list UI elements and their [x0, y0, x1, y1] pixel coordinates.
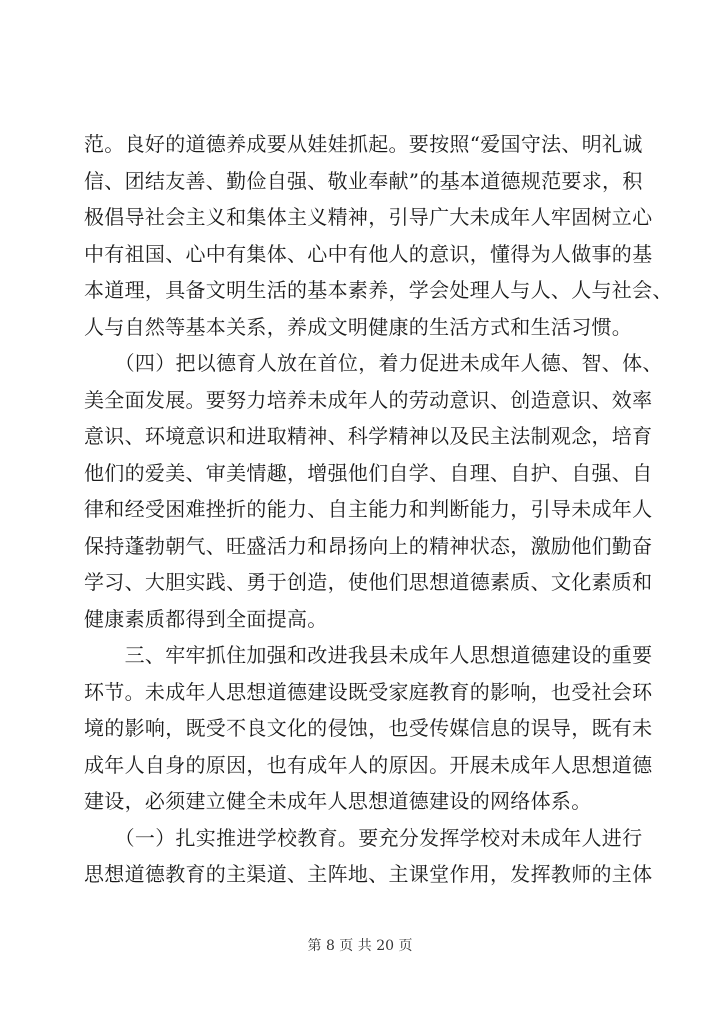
text-line: 境的影响，既受不良文化的侵蚀，也受传媒信息的误导，既有未: [84, 716, 653, 740]
text-line: 美全面发展。要努力培养未成年人的劳动意识、创造意识、效率: [84, 387, 653, 412]
text-line: 人与自然等基本关系，养成文明健康的生活方式和生活习惯。: [84, 314, 633, 339]
text-line: 范。良好的道德养成要从娃娃抓起。要按照“爱国守法、明礼诚: [84, 132, 643, 156]
text-line: （一）扎实推进学校教育。要充分发挥学校对未成年人进行: [84, 825, 643, 850]
text-line: 极倡导社会主义和集体主义精神，引导广大未成年人牢固树立心: [84, 205, 653, 229]
text-line: 思想道德教育的主渠道、主阵地、主课堂作用，发挥教师的主体: [84, 862, 653, 886]
text-line: 他们的爱美、审美情趣，增强他们自学、自理、自护、自强、自: [84, 460, 653, 485]
text-line: （四）把以德育人放在首位，着力促进未成年人德、智、体、: [84, 351, 663, 375]
text-line: 成年人自身的原因，也有成年人的原因。开展未成年人思想道德: [84, 752, 653, 777]
text-line: 意识、环境意识和进取精神、科学精神以及民主法制观念，培育: [84, 424, 653, 448]
page-number-footer: 第 8 页 共 20 页: [307, 938, 413, 954]
text-line: 学习、大胆实践、勇于创造，使他们思想道德素质、文化素质和: [84, 570, 653, 594]
text-line: 建设，必须建立健全未成年人思想道德建设的网络体系。: [84, 789, 592, 813]
text-line: 中有祖国、心中有集体、心中有他人的意识，懂得为人做事的基: [84, 241, 653, 266]
text-line: 三、牢牢抓住加强和改进我县未成年人思想道德建设的重要: [84, 643, 653, 667]
text-line: 律和经受困难挫折的能力、自主能力和判断能力，引导未成年人: [84, 497, 653, 521]
text-line: 本道理，具备文明生活的基本素养，学会处理人与人、人与社会、: [84, 278, 673, 302]
text-line: 信、团结友善、勤俭自强、敬业奉献”的基本道德规范要求，积: [84, 168, 643, 193]
text-line: 保持蓬勃朝气、旺盛活力和昂扬向上的精神状态，激励他们勤奋: [84, 533, 653, 558]
body-text: [84, 126, 673, 893]
text-line: 环节。未成年人思想道德建设既受家庭教育的影响，也受社会环: [84, 679, 653, 704]
text-line: 健康素质都得到全面提高。: [84, 606, 328, 631]
